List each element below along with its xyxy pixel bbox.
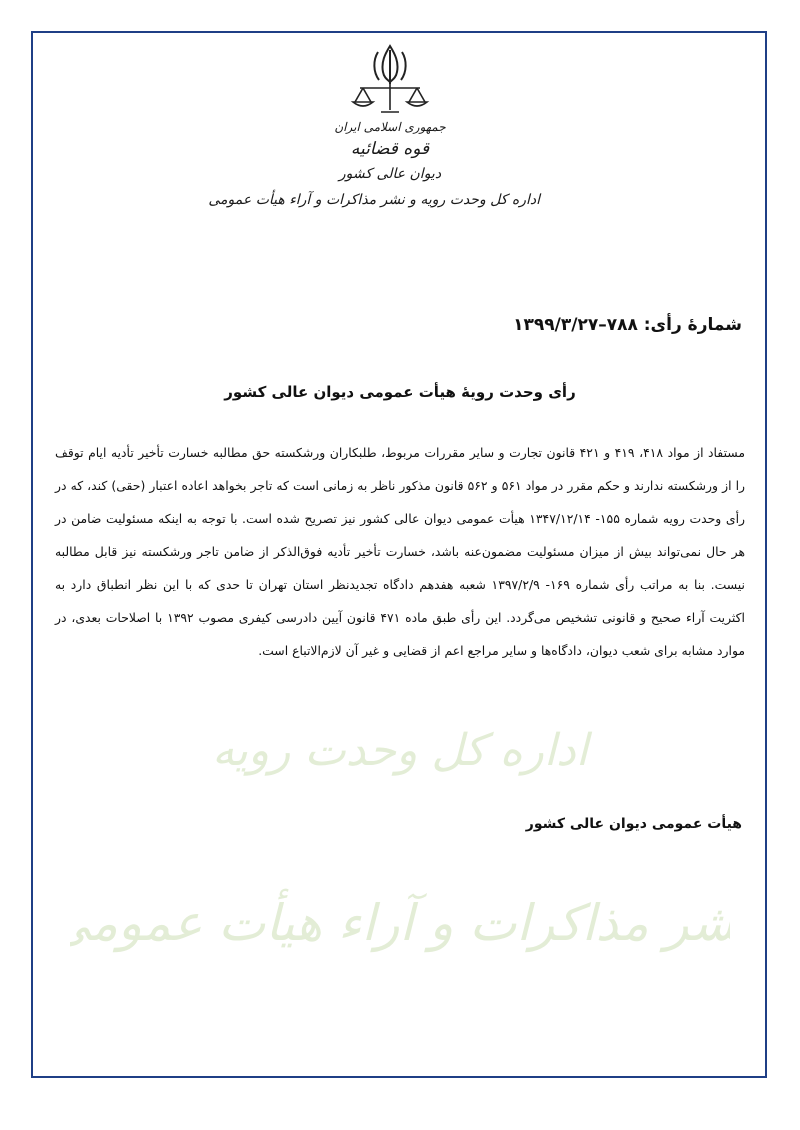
- letterhead: [208, 40, 540, 209]
- watermark-line-2: نشر مذاکرات و آراء هیأت عمومی: [70, 894, 730, 952]
- signature: هیأت عمومی دیوان عالی کشور: [525, 816, 742, 832]
- watermark-line-1: اداره کل وحدت رویه: [212, 725, 588, 776]
- ruling-body: مستفاد از مواد ۴۱۸، ۴۱۹ و ۴۲۱ قانون تجارت و سایر مقررات مربوط، طلبکاران ورشکسته حق مطالبه خسارت تأخیر تأدیه ایام توقف را از ورشکسته ندارند و حکم مقرر در مواد ۵۶۱ و ۵۶۲ قانون مذکور ناظر به زمانی است که تاجر بخواهد اعاده اعتبار (حقی) کند، که در رأی وحدت رویه شماره ۱۵۵- ۱۳۴۷/۱۲/۱۴ هیأت عمومی دیوان عالی کشور نیز تصریح شده است. با توجه به اینکه مسئولیت ضامن در هر حال نمی‌تواند بیش از میزان مسئولیت مضمون‌عنه باشد، خسارت تأخیر تأدیه فوق‌الذکر از ضامن تاجر ورشکسته نیز قابل مطالبه نیست. بنا به مراتب رأی شماره ۱۶۹- ۱۳۹۷/۲/۹ شعبه هفدهم دادگاه تجدیدنظر استان تهران تا حدی که با این نظر انطباق دارد به اکثریت آراء صحیح و قانونی تشخیص می‌گردد. این رأی طبق ماده ۴۷۱ قانون آیین دادرسی کیفری مصوب ۱۳۹۲ با اصلاحات بعدی، در موارد مشابه برای شعب دیوان، دادگاه‌ها و سایر مراجع اعم از قضایی و غیر آن لازم‌الاتباع است.: [55, 445, 745, 658]
- iran-emblem-icon: [345, 40, 435, 118]
- scales-of-justice-icon: [353, 84, 427, 112]
- court-name: دیوان عالی کشور: [338, 166, 442, 183]
- ruling-number: شمارهٔ رأی: ۷۸۸–۱۳۹۹/۳/۲۷: [513, 315, 742, 335]
- country-name: جمهوری اسلامی ایران: [334, 120, 446, 134]
- judiciary-name: قوه قضائیه: [350, 139, 430, 159]
- document-title: رأی وحدت رویهٔ هیأت عمومی دیوان عالی کشور: [224, 383, 576, 401]
- department-name: اداره کل وحدت رویه و نشر مذاکرات و آراء هیأت عمومی: [208, 191, 540, 208]
